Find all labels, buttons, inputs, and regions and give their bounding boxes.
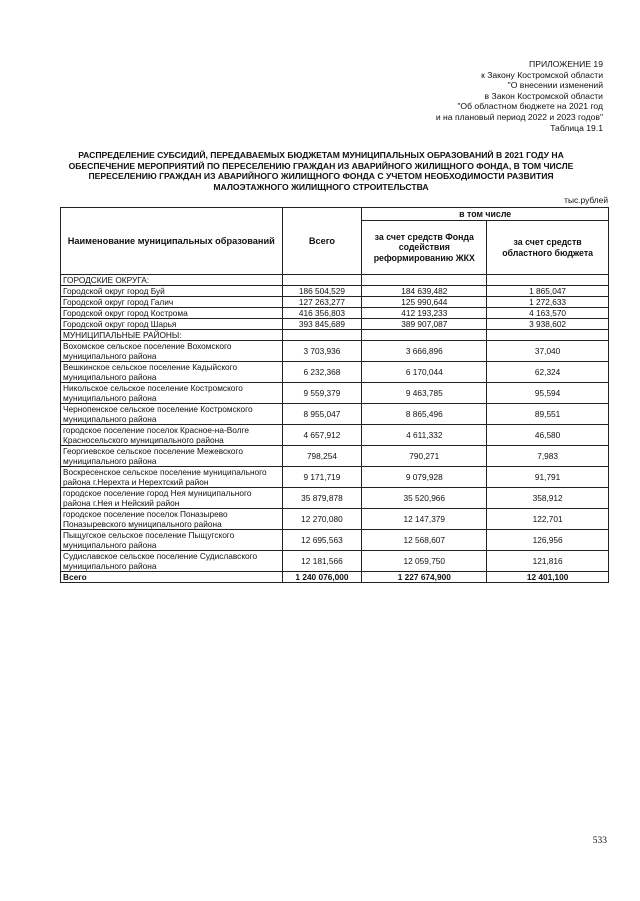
table-row bbox=[61, 404, 609, 425]
fund-value: 12 147,379 bbox=[362, 509, 487, 530]
total-value: 35 879,878 bbox=[282, 488, 362, 509]
subsidy-table bbox=[60, 207, 609, 583]
fund-value: 9 079,928 bbox=[362, 467, 487, 488]
table-row bbox=[61, 383, 609, 404]
total-value: 186 504,529 bbox=[282, 286, 362, 297]
regional-value: 4 163,570 bbox=[487, 308, 609, 319]
table-row bbox=[61, 362, 609, 383]
total-value: 8 955,047 bbox=[282, 404, 362, 425]
fund-value: 9 463,785 bbox=[362, 383, 487, 404]
municipality-name: Никольское сельское поселение Костромского муниципального района bbox=[61, 383, 283, 404]
fund-value: 790,271 bbox=[362, 446, 487, 467]
fund-value: 3 666,896 bbox=[362, 341, 487, 362]
appendix-line: в Закон Костромской области bbox=[484, 90, 603, 101]
header-regional: за счет средств областного бюджета bbox=[487, 221, 609, 275]
grand-total-value: 1 240 076,000 bbox=[282, 572, 362, 583]
municipality-name: Городской округ город Галич bbox=[61, 297, 283, 308]
municipality-name: городское поселение поселок Поназырево Поназыревского муниципального района bbox=[61, 509, 283, 530]
municipality-name: Судиславское сельское поселение Судиславского муниципального района bbox=[61, 551, 283, 572]
municipality-name: Городской округ город Шарья bbox=[61, 319, 283, 330]
total-value: 416 356,803 bbox=[282, 308, 362, 319]
appendix-line: "О внесении изменений bbox=[507, 80, 603, 91]
regional-value: 95,594 bbox=[487, 383, 609, 404]
total-value: 9 171,719 bbox=[282, 467, 362, 488]
total-row bbox=[61, 572, 609, 583]
empty-cell bbox=[282, 330, 362, 341]
total-value: 4 657,912 bbox=[282, 425, 362, 446]
regional-value: 3 938,602 bbox=[487, 319, 609, 330]
table-header bbox=[61, 208, 609, 275]
table-number: Таблица 19.1 bbox=[550, 122, 603, 133]
municipality-name: городское поселение поселок Красное-на-Волге Красносельского муниципального района bbox=[61, 425, 283, 446]
table-row bbox=[61, 488, 609, 509]
regional-value: 122,701 bbox=[487, 509, 609, 530]
table-row bbox=[61, 467, 609, 488]
regional-value: 37,040 bbox=[487, 341, 609, 362]
table-row bbox=[61, 297, 609, 308]
fund-value: 6 170,044 bbox=[362, 362, 487, 383]
empty-cell bbox=[362, 275, 487, 286]
regional-value: 89,551 bbox=[487, 404, 609, 425]
appendix-line: к Закону Костромской области bbox=[481, 69, 603, 80]
total-value: 3 703,936 bbox=[282, 341, 362, 362]
regional-value: 121,816 bbox=[487, 551, 609, 572]
header-total: Всего bbox=[282, 208, 362, 275]
fund-value: 12 568,607 bbox=[362, 530, 487, 551]
section-label: МУНИЦИПАЛЬНЫЕ РАЙОНЫ: bbox=[61, 330, 283, 341]
total-value: 12 695,563 bbox=[282, 530, 362, 551]
total-value: 12 181,566 bbox=[282, 551, 362, 572]
total-value: 12 270,080 bbox=[282, 509, 362, 530]
table-row bbox=[61, 509, 609, 530]
units-label: тыс.рублей bbox=[564, 195, 608, 205]
regional-value: 62,324 bbox=[487, 362, 609, 383]
table-row bbox=[61, 319, 609, 330]
fund-value: 184 639,482 bbox=[362, 286, 487, 297]
table-row bbox=[61, 341, 609, 362]
fund-value: 412 193,233 bbox=[362, 308, 487, 319]
total-value: 6 232,368 bbox=[282, 362, 362, 383]
municipality-name: Вохомское сельское поселение Вохомского муниципального района bbox=[61, 341, 283, 362]
regional-value: 358,912 bbox=[487, 488, 609, 509]
total-label: Всего bbox=[61, 572, 283, 583]
total-value: 393 845,689 bbox=[282, 319, 362, 330]
regional-value: 46,580 bbox=[487, 425, 609, 446]
municipality-name: Воскресенское сельское поселение муниципального района г.Нерехта и Нерехтский район bbox=[61, 467, 283, 488]
table-row bbox=[61, 286, 609, 297]
grand-regional-value: 12 401,100 bbox=[487, 572, 609, 583]
fund-value: 4 611,332 bbox=[362, 425, 487, 446]
empty-cell bbox=[487, 275, 609, 286]
regional-value: 7,983 bbox=[487, 446, 609, 467]
section-label: ГОРОДСКИЕ ОКРУГА: bbox=[61, 275, 283, 286]
appendix-line: ПРИЛОЖЕНИЕ 19 bbox=[529, 59, 603, 69]
table-row bbox=[61, 446, 609, 467]
empty-cell bbox=[282, 275, 362, 286]
table-row bbox=[61, 530, 609, 551]
regional-value: 126,956 bbox=[487, 530, 609, 551]
table-row bbox=[61, 308, 609, 319]
fund-value: 389 907,087 bbox=[362, 319, 487, 330]
table-row bbox=[61, 425, 609, 446]
header-fund: за счет средств Фонда содействия реформированию ЖКХ bbox=[362, 221, 487, 275]
fund-value: 125 990,644 bbox=[362, 297, 487, 308]
header-name: Наименование муниципальных образований bbox=[61, 208, 283, 275]
page-number: 533 bbox=[592, 836, 607, 846]
empty-cell bbox=[362, 330, 487, 341]
fund-value: 12 059,750 bbox=[362, 551, 487, 572]
fund-value: 8 865,496 bbox=[362, 404, 487, 425]
municipality-name: Чернопенское сельское поселение Костромского муниципального района bbox=[61, 404, 283, 425]
regional-value: 91,791 bbox=[487, 467, 609, 488]
table-body bbox=[61, 275, 609, 583]
total-value: 127 263,277 bbox=[282, 297, 362, 308]
municipality-name: Пыщугское сельское поселение Пыщугского муниципального района bbox=[61, 530, 283, 551]
fund-value: 35 520,966 bbox=[362, 488, 487, 509]
appendix-line: и на плановый период 2022 и 2023 годов" bbox=[435, 111, 603, 122]
regional-value: 1 865,047 bbox=[487, 286, 609, 297]
appendix-line: "Об областном бюджете на 2021 год bbox=[457, 101, 603, 112]
regional-value: 1 272,633 bbox=[487, 297, 609, 308]
section-row bbox=[61, 330, 609, 341]
table-row bbox=[61, 551, 609, 572]
section-row bbox=[61, 275, 609, 286]
header-including: в том числе bbox=[362, 208, 609, 221]
document-title: РАСПРЕДЕЛЕНИЕ СУБСИДИЙ, ПЕРЕДАВАЕМЫХ БЮДЖЕТАМ МУНИЦИПАЛЬНЫХ ОБРАЗОВАНИЙ В 2021 ГОДУ НА ОБЕСПЕЧЕНИЕ МЕРОПРИЯТИЙ ПО ПЕРЕСЕЛЕНИЮ ГРАЖДАН ИЗ АВАРИЙНОГО ЖИЛИЩНОГО ФОНДА, В ТОМ ЧИСЛЕ ПЕРЕСЕЛЕНИЮ ГРАЖДАН ИЗ АВАРИЙНОГО ЖИЛИЩНОГО ФОНДА С УЧЕТОМ НЕОБХОДИМОСТИ РАЗВИТИЯ МАЛОЭТАЖНОГО ЖИЛИЩНОГО СТРОИТЕЛЬСТВА bbox=[68, 150, 574, 192]
municipality-name: Городской округ город Буй bbox=[61, 286, 283, 297]
municipality-name: Городской округ город Кострома bbox=[61, 308, 283, 319]
municipality-name: городское поселение город Нея муниципального района г.Нея и Нейский район bbox=[61, 488, 283, 509]
total-value: 9 559,379 bbox=[282, 383, 362, 404]
municipality-name: Вешкинское сельское поселение Кадыйского муниципального района bbox=[61, 362, 283, 383]
appendix-header bbox=[436, 59, 603, 133]
municipality-name: Георгиевское сельское поселение Межевского муниципального района bbox=[61, 446, 283, 467]
total-value: 798,254 bbox=[282, 446, 362, 467]
grand-fund-value: 1 227 674,900 bbox=[362, 572, 487, 583]
empty-cell bbox=[487, 330, 609, 341]
